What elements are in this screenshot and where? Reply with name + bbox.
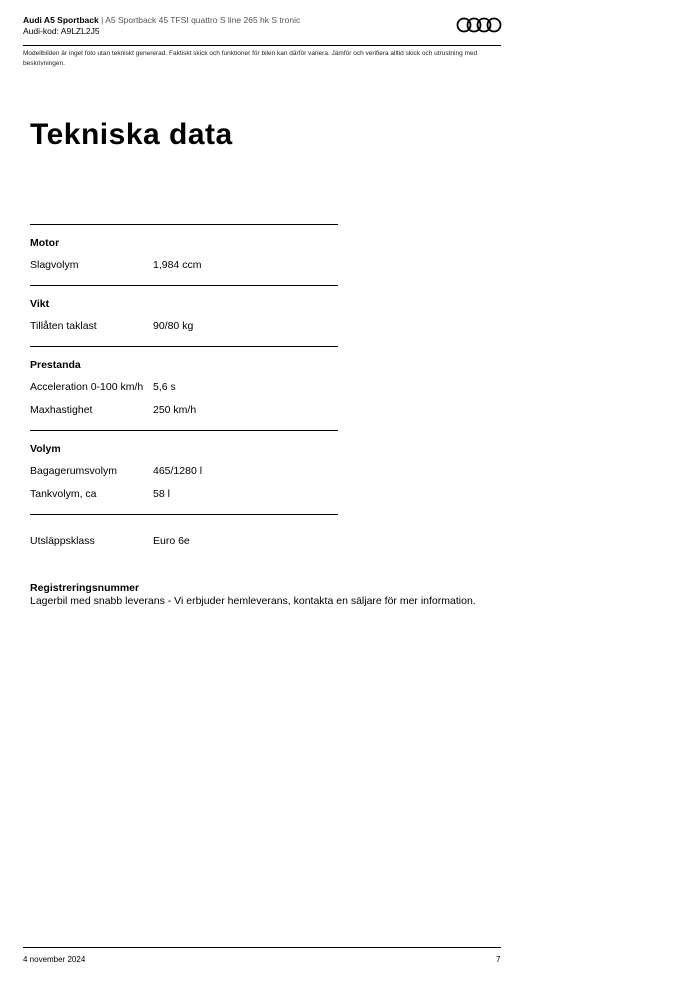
spec-label: Acceleration 0-100 km/h [30, 381, 144, 393]
spec-value: 1,984 ccm [153, 259, 202, 271]
spec-label: Tillåten taklast [30, 320, 97, 332]
spec-section-motor [30, 224, 338, 285]
section-title: Motor [30, 237, 60, 249]
spec-label: Utsläppsklass [30, 535, 95, 547]
spec-value: 5,6 s [153, 381, 176, 393]
spec-value: 90/80 kg [153, 320, 194, 332]
spec-table [30, 224, 338, 561]
spec-value: Euro 6e [153, 535, 190, 547]
model-variant: A5 Sportback 45 TFSI quattro S line 265 hk S tronic [105, 15, 301, 25]
page-title: Tekniska data [30, 118, 233, 151]
page-number: 7 [496, 955, 501, 964]
registration-text: Lagerbil med snabb leverans - Vi erbjuder hemleverans, kontakta en säljare för mer information. [30, 595, 476, 607]
header-separator: | [101, 15, 104, 25]
footer-divider [23, 947, 501, 948]
section-title: Vikt [30, 298, 50, 310]
spec-row [30, 535, 338, 548]
registration-block [30, 582, 500, 608]
spec-row [30, 404, 338, 417]
spec-label: Maxhastighet [30, 404, 93, 416]
registration-title: Registreringsnummer [30, 582, 140, 594]
model-name: Audi A5 Sportback [23, 15, 99, 25]
disclaimer-text: Modellbilden är inget foto utan tekniskt genererad. Faktiskt skick och funktioner för bilen kan därför variera. Jämför och verifiera alltid skick och utrustning med beskrivningen. [23, 50, 478, 67]
spec-label: Tankvolym, ca [30, 488, 97, 500]
spec-value: 58 l [153, 488, 170, 500]
spec-label: Bagagerumsvolym [30, 465, 117, 477]
audi-rings-icon [456, 17, 502, 33]
header-divider [23, 45, 501, 46]
header-model-line [23, 15, 501, 26]
spec-label: Slagvolym [30, 259, 79, 271]
spec-section-vikt [30, 285, 338, 346]
audi-code: Audi-kod: A9LZL2J5 [23, 26, 100, 36]
section-title: Volym [30, 443, 61, 455]
spec-value: 250 km/h [153, 404, 197, 416]
footer-date: 4 november 2024 [23, 955, 86, 964]
section-title: Prestanda [30, 359, 81, 371]
spec-row [30, 320, 338, 333]
spec-section-prestanda [30, 346, 338, 430]
spec-section-volym [30, 430, 338, 514]
document-header [23, 15, 501, 37]
spec-row [30, 381, 338, 394]
spec-value: 465/1280 l [153, 465, 203, 477]
spec-row [30, 465, 338, 478]
spec-row [30, 259, 338, 272]
spec-row [30, 488, 338, 501]
spec-section-emission [30, 514, 338, 561]
